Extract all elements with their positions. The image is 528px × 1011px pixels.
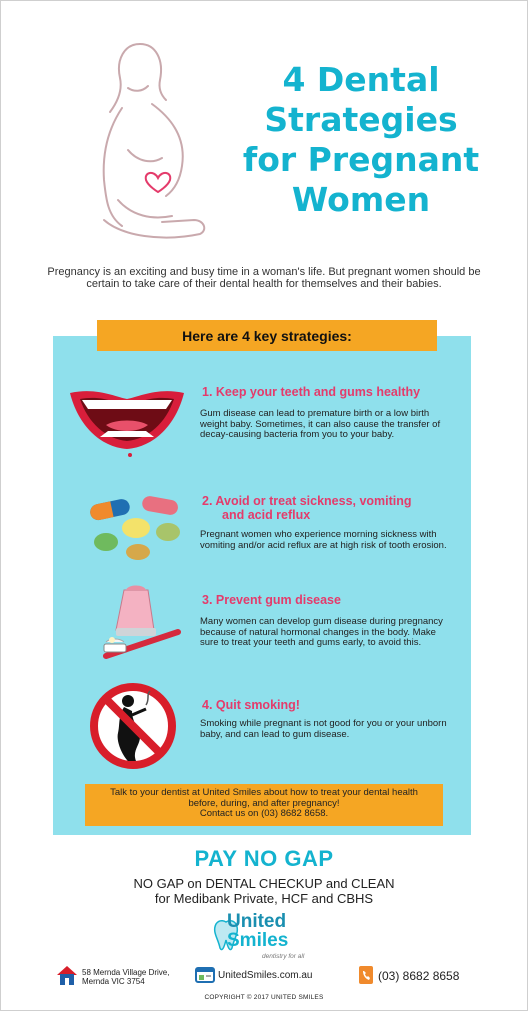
intro-text: Pregnancy is an exciting and busy time in a woman's life. But pregnant women should be certain to take care of their dental health for themselves and their babies.	[47, 266, 481, 290]
promo-line-1: NO GAP on DENTAL CHECKUP and CLEAN	[133, 876, 395, 891]
website-icon	[195, 967, 215, 983]
strategy-2-body: Pregnant women who experience morning sickness with vomiting and/or acid reflux are at high risk of tooth erosion.	[200, 529, 447, 551]
strategy-3-body: Many women can develop gum disease during pregnancy because of natural hormonal changes in the body. Make sure to treat your teeth and gums early, to avoid this.	[200, 616, 443, 648]
promo-line-2: for Medibank Private, HCF and CBHS	[154, 891, 374, 906]
pay-no-gap-headline: PAY NO GAP	[194, 846, 334, 871]
key-strategies-banner: Here are 4 key strategies:	[97, 320, 437, 351]
contact-callout	[85, 784, 443, 826]
callout-line-1: Talk to your dentist at United Smiles about how to treat your dental health	[110, 787, 418, 798]
strategy-4-body: Smoking while pregnant is not good for you or your unborn baby, and can lead to gum disease.	[200, 718, 447, 740]
logo-wordmark: United Smiles	[227, 911, 289, 951]
house-icon	[55, 964, 79, 986]
pills-icon	[86, 494, 192, 564]
strategy-4-heading: 4. Quit smoking!	[202, 698, 300, 712]
strategy-3-heading: 3. Prevent gum disease	[202, 593, 341, 607]
strategy-1-body: Gum disease can lead to premature birth or a low birth weight baby. Sometimes, it can also cause the transfer of decay-causing bacteria from you to your baby.	[200, 408, 441, 440]
callout-line-2: before, during, and after pregnancy!	[188, 797, 340, 809]
phone-number[interactable]: (03) 8682 8658	[378, 969, 460, 983]
phone-icon	[358, 965, 374, 985]
strategy-1-heading: 1. Keep your teeth and gums healthy	[202, 385, 421, 399]
strategy-2-heading: 2. Avoid or treat sickness, vomiting and acid reflux	[202, 494, 412, 522]
no-smoking-pregnant-icon	[88, 681, 178, 771]
heart-icon	[146, 173, 171, 192]
address: 58 Mernda Village Drive, Mernda VIC 3754	[82, 968, 170, 986]
toothpaste-brush-icon	[98, 584, 188, 668]
page-title: 4 Dental Strategies for Pregnant Women	[242, 60, 480, 219]
logo-tagline: dentistry for all	[262, 953, 305, 960]
callout-line-3: Contact us on (03) 8682 8658.	[199, 808, 329, 819]
website-link[interactable]: UnitedSmiles.com.au	[218, 970, 313, 981]
copyright: COPYRIGHT © 2017 UNITED SMILES	[204, 994, 324, 1001]
smiling-mouth-icon	[66, 385, 188, 457]
